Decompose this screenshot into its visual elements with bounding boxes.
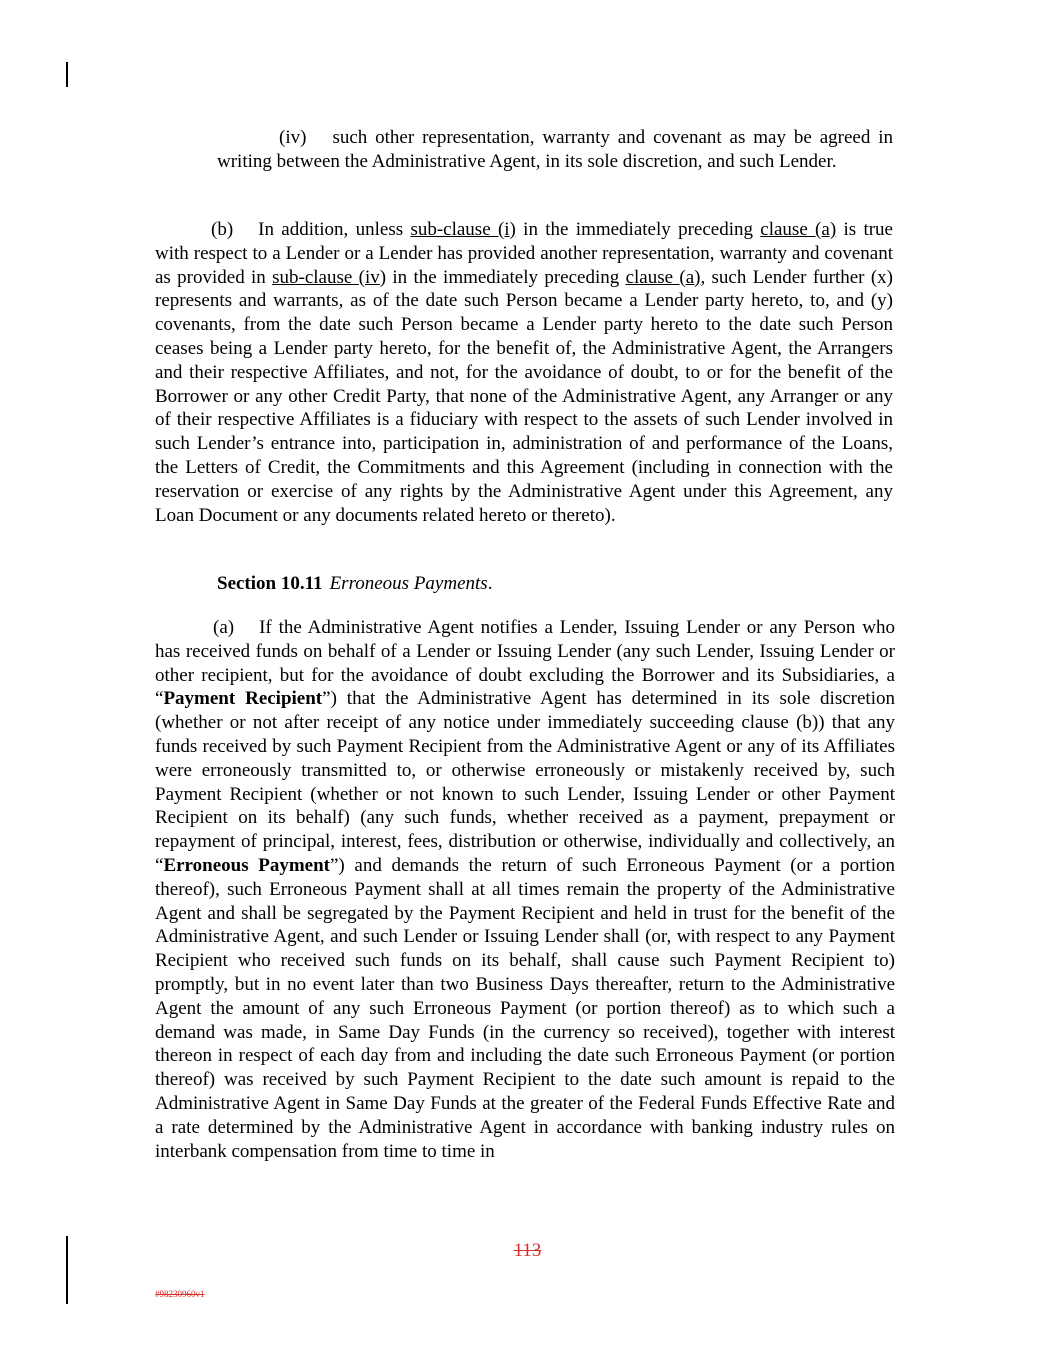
section-heading: Section 10.11 Erroneous Payments.: [217, 573, 493, 594]
ref-sub-clause-iv: sub-clause (iv): [272, 266, 387, 288]
clause-b-label: (b): [211, 219, 234, 240]
clause-iv-label: (iv): [279, 127, 307, 148]
section-title: Erroneous Payments: [329, 573, 488, 594]
term-payment-recipient: Payment Recipient: [163, 688, 323, 710]
ref-clause-a: clause (a): [760, 219, 837, 240]
ref-clause-a-2: clause (a): [625, 266, 701, 288]
ref-sub-clause-i: sub-clause (i): [410, 219, 516, 240]
clause-b: (b) In addition, unless sub-clause (i) in the immediately preceding clause (a) is true with respect to a Lender or a Lender has provided another representation, warranty and covenant as provided in sub-clause (iv) in the immediately preceding clause (a), such Lender further (x) represents and warrants, as of the date such Person became a Lender party hereto, to, and (y) covenants, from the date such Person became a Lender party hereto to the date such Person ceases being a Lender party hereto, for the benefit of, the Administrative Agent, the Arrangers and their respective Affiliates, and not, for the avoidance of doubt, to or for the benefit of the Borrower or any other Credit Party, that none of the Administrative Agent, any Arranger or any of their respective Affiliates is a fiduciary with respect to the assets of such Lender involved in such Lender’s entrance into, participation in, administration of and performance of the Loans, the Letters of Credit, the Commitments and this Agreement (including in connection with the reservation or exercise of any rights by the Administrative Agent under this Agreement, any Loan Document or any documents related hereto or thereto).: [155, 219, 893, 526]
term-erroneous-payment: Erroneous Payment: [163, 854, 330, 876]
document-id: #98230960v1: [155, 1289, 205, 1299]
clause-iv-text: such other representation, warranty and covenant as may be agreed in writing between the Administrative Agent, in its sole discretion, and such Lender.: [217, 127, 893, 172]
clause-a-label: (a): [213, 617, 235, 638]
change-bar-top: [66, 62, 68, 87]
clause-a: (a) If the Administrative Agent notifies a Lender, Issuing Lender or any Person who has received funds on behalf of a Lender or Issuing Lender (any such Lender, Issuing Lender or other recipient, but for the avoidance of doubt excluding the Borrower and its Subsidiaries, a “Payment Recipient”) that the Administrative Agent has determined in its sole discretion (whether or not after receipt of any notice under immediately succeeding clause (b)) that any funds received by such Payment Recipient from the Administrative Agent or any of its Affiliates were erroneously transmitted to, or otherwise erroneously or mistakenly received by, such Payment Recipient (whether or not known to such Lender, Issuing Lender or other Payment Recipient on its behalf) (any such funds, whether received as a payment, prepayment or repayment of principal, interest, fees, distribution or otherwise, individually and collectively, an “Erroneous Payment”) and demands the return of such Erroneous Payment (or a portion thereof), such Erroneous Payment shall at all times remain the property of the Administrative Agent and shall be segregated by the Payment Recipient and held in trust for the benefit of the Administrative Agent, and such Lender or Issuing Lender shall (or, with respect to any Payment Recipient who received such funds on its behalf, shall cause such Payment Recipient to) promptly, but in no event later than two Business Days thereafter, return to the Administrative Agent the amount of any such Erroneous Payment (or portion thereof) as to which such a demand was made, in Same Day Funds (in the currency so received), together with interest thereon in respect of each day from and including the date such Erroneous Payment (or portion thereof) was received by such Payment Recipient to the date such amount is repaid to the Administrative Agent in Same Day Funds at the greater of the Federal Funds Effective Rate and a rate determined by the Administrative Agent in accordance with banking industry rules on interbank compensation from time to time in: [155, 617, 896, 1162]
page-number: 113: [513, 1240, 542, 1261]
clause-iv: [217, 126, 893, 174]
section-number: Section 10.11: [217, 573, 323, 594]
